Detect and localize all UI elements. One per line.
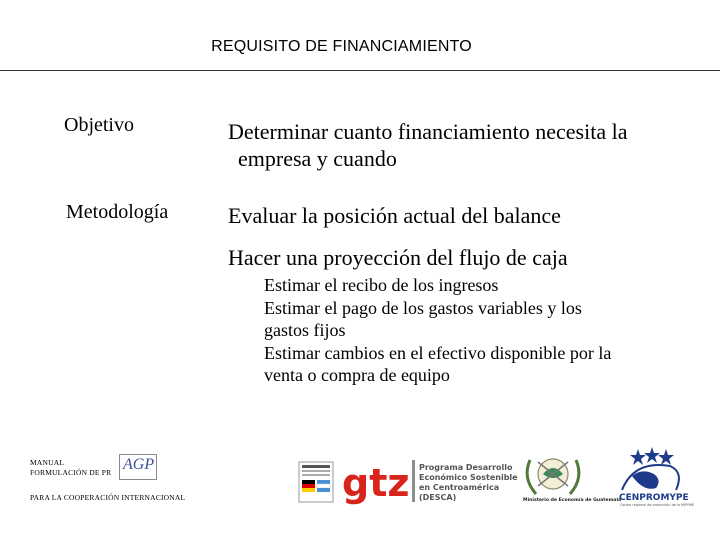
page-title: REQUISITO DE FINANCIAMIENTO — [211, 38, 472, 55]
objetivo-text-line2: empresa y cuando — [238, 146, 397, 171]
ministry-caption: Ministerio de Economía de Guatemala — [523, 498, 622, 503]
desca-line3: en Centroamérica — [419, 483, 500, 492]
coat-of-arms-icon — [527, 459, 579, 494]
desca-line2: Económico Sostenible — [419, 473, 518, 482]
cenpromype-logo — [622, 447, 679, 490]
metodologia-item-balance: Evaluar la posición actual del balance — [228, 203, 561, 228]
list-item: venta o compra de equipo — [264, 365, 450, 385]
list-item: gastos fijos — [264, 320, 346, 340]
cenpromype-tagline: Centro regional de promoción de la MIPYME — [620, 503, 695, 507]
cenpromype-name: CENPROMYPE — [619, 493, 689, 503]
list-item: Estimar cambios en el efectivo disponible por la — [264, 342, 612, 363]
cooperation-caption: PARA LA COOPERACIÓN INTERNACIONAL — [30, 493, 186, 502]
gtz-divider — [412, 460, 415, 502]
manual-line1: MANUAL — [30, 458, 65, 467]
objetivo-text-line1: Determinar cuanto financiamiento necesita la — [228, 119, 628, 144]
metodologia-item-flujo: Hacer una proyección del flujo de caja — [228, 245, 568, 270]
list-item: Estimar el recibo de los ingresos — [264, 275, 499, 295]
objetivo-label: Objetivo — [64, 114, 134, 136]
gtz-logo: gtz — [342, 461, 410, 505]
flag-logo — [299, 462, 333, 502]
metodologia-label: Metodología — [66, 201, 169, 223]
agp-mark: AGP — [123, 456, 155, 473]
desca-line4: (DESCA) — [419, 493, 457, 502]
manual-line2: FORMULACIÓN DE PR — [30, 468, 112, 477]
desca-line1: Programa Desarrollo — [419, 463, 513, 472]
list-item: Estimar el pago de los gastos variables y los — [264, 297, 582, 318]
